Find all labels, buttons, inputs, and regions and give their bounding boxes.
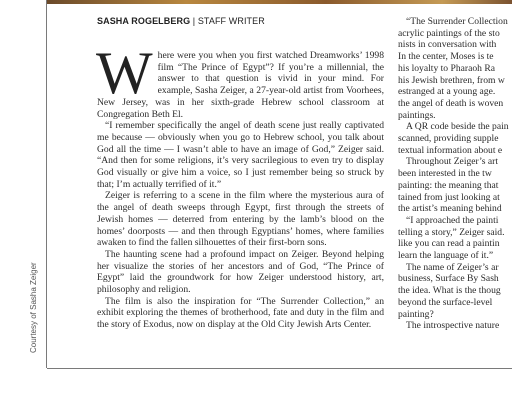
column-2-line: like you can read a paintin	[398, 238, 500, 250]
column-2-line: “I approached the painti	[406, 214, 499, 226]
lead-text: here were you when you first watched Dreamworks’ 1998 film “The Prince of Egypt”? If you’re a millennial, the answer to that question is vivid in your mind. For example, Sasha Zeiger, a 27-year-old artist from Voorhees, New Jersey, was in her sixth-grade Hebrew school classroom at Congregation Beth El.	[97, 50, 384, 120]
article-paragraph: The haunting scene had a profound impact on Zeiger. Beyond helping her visualize the stories of her ancestors and of God, “The Prince of Egypt” laid the groundwork for how Zeiger understood history, art, philosophy and religion.	[97, 248, 384, 296]
column-2-line: paintings.	[398, 109, 436, 121]
column-2-line: scanned, providing supple	[398, 133, 499, 145]
author-name: SASHA ROGELBERG	[97, 16, 191, 26]
column-2-line: The name of Zeiger’s ar	[406, 261, 499, 273]
column-2-line: painting?	[398, 308, 434, 320]
column-2-line: In the center, Moses is te	[398, 51, 494, 63]
column-2-line: the artist’s meaning behind	[398, 203, 502, 215]
column-2-line: learn the language of it.”	[398, 250, 494, 262]
column-2-line: his loyalty to Pharaoh Ra	[398, 62, 495, 74]
photo-credit: Courtesy of Sasha Zeiger	[29, 262, 38, 353]
column-2-line: nists in conversation with	[398, 39, 497, 51]
article-paragraph: The film is also the inspiration for “The Surrender Collection,” an exhibit exploring the themes of brotherhood, fate and duty in the film and the story of Exodus, now on display at the Old City Jewish Arts Center.	[97, 295, 384, 331]
column-2-line: the idea. What is the thoug	[398, 285, 501, 297]
article-paragraph: Zeiger is referring to a scene in the film where the mysterious aura of the angel of death sweeps through Egypt, first through the streets of Jewish homes — deterred from entering by the lamb’s blood on the homes’ doorposts — and then through Egyptians’ homes, where families awaken to find the fallen silhouettes of their first-born sons.	[97, 190, 384, 249]
column-2-line: been interested in the tw	[398, 168, 492, 180]
column-2-line: beyond the surface-level	[398, 296, 493, 308]
column-2-line: estranged at a young age.	[398, 86, 496, 98]
column-2-line: acrylic paintings of the sto	[398, 27, 500, 39]
byline-separator: |	[190, 16, 198, 26]
column-2-line: Throughout Zeiger’s art	[406, 156, 499, 168]
column-2-line: textual information about e	[398, 144, 503, 156]
column-2-line: tained from just looking at	[398, 191, 500, 203]
column-2-line: business, Surface By Sash	[398, 273, 499, 285]
column-2-line: The introspective nature	[406, 320, 500, 332]
column-2-line: the angel of death is woven	[398, 97, 504, 109]
column-2-line: A QR code beside the pain	[406, 121, 509, 133]
author-role: STAFF WRITER	[197, 16, 265, 26]
drop-cap: W	[96, 40, 153, 106]
column-2-line: “The Surrender Collection	[406, 16, 508, 27]
column-2-line: his Jewish brethren, from w	[398, 74, 505, 86]
article-column-2	[398, 16, 512, 332]
column-2-line: telling a story,” Zeiger said.	[398, 226, 505, 238]
article-paragraph: “I remember specifically the angel of death scene just really captivated me because — obviously when you go to Hebrew school, you talk about God all the time — I wasn’t able to have an image of God,” Zeiger said. “And then for some religions, it’s very sacrilegious to even try to display God visually or give him a voice, so I just remember being so struck by that; I’m actually terrified of it.”	[97, 120, 384, 190]
column-2-line: painting: the meaning that	[398, 179, 499, 191]
